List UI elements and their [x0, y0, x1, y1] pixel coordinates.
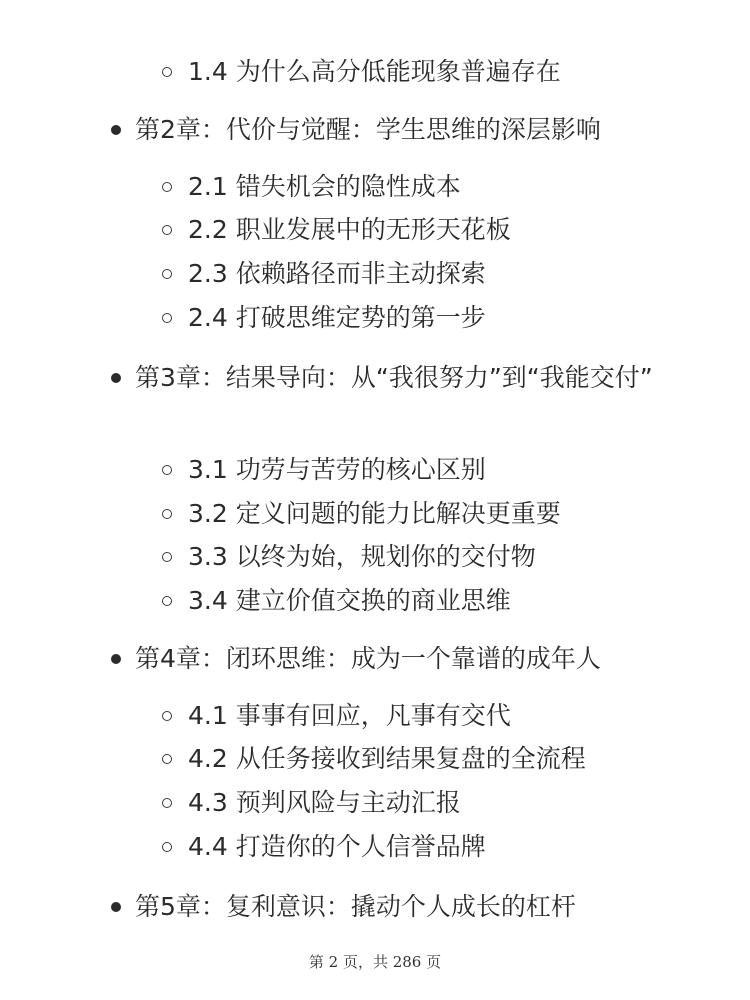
section-title: 3.1 功劳与苦劳的核心区别	[188, 455, 486, 484]
hollow-bullet-icon	[162, 711, 172, 721]
filled-bullet-icon	[111, 902, 121, 912]
hollow-bullet-icon	[162, 465, 172, 475]
section-title: 4.1 事事有回应，凡事有交代	[188, 701, 511, 730]
page-number-footer: 第 2 页，共 286 页	[308, 953, 442, 971]
section-title: 4.2 从任务接收到结果复盘的全流程	[188, 744, 586, 773]
section-title: 1.4 为什么高分低能现象普遍存在	[188, 57, 561, 86]
filled-bullet-icon	[111, 373, 121, 383]
filled-bullet-icon	[111, 125, 121, 135]
section-title: 4.4 打造你的个人信誉品牌	[188, 832, 486, 861]
hollow-bullet-icon	[162, 182, 172, 192]
hollow-bullet-icon	[162, 552, 172, 562]
section-title: 4.3 预判风险与主动汇报	[188, 788, 461, 817]
hollow-bullet-icon	[162, 754, 172, 764]
hollow-bullet-icon	[162, 67, 172, 77]
chapter-title: 第4章：闭环思维：成为一个靠谱的成年人	[135, 644, 601, 673]
chapter-title: 第3章：结果导向：从“我很努力”到“我能交付”	[135, 363, 653, 392]
section-title: 2.2 职业发展中的无形天花板	[188, 215, 511, 244]
hollow-bullet-icon	[162, 596, 172, 606]
list-item-chapter	[0, 112, 750, 147]
section-title: 3.3 以终为始，规划你的交付物	[188, 542, 536, 571]
hollow-bullet-icon	[162, 313, 172, 323]
hollow-bullet-icon	[162, 269, 172, 279]
section-title: 2.3 依赖路径而非主动探索	[188, 259, 486, 288]
chapter-title: 第2章：代价与觉醒：学生思维的深层影响	[135, 115, 601, 144]
filled-bullet-icon	[111, 654, 121, 664]
hollow-bullet-icon	[162, 842, 172, 852]
section-title: 3.2 定义问题的能力比解决更重要	[188, 499, 561, 528]
list-item-chapter	[0, 641, 750, 676]
hollow-bullet-icon	[162, 225, 172, 235]
hollow-bullet-icon	[162, 798, 172, 808]
list-item-chapter	[0, 889, 750, 924]
hollow-bullet-icon	[162, 509, 172, 519]
list-item-chapter	[0, 360, 750, 395]
section-title: 2.4 打破思维定势的第一步	[188, 303, 486, 332]
section-title: 3.4 建立价值交换的商业思维	[188, 586, 511, 615]
chapter-title: 第5章：复利意识：撬动个人成长的杠杆	[135, 892, 576, 921]
section-title: 2.1 错失机会的隐性成本	[188, 172, 461, 201]
